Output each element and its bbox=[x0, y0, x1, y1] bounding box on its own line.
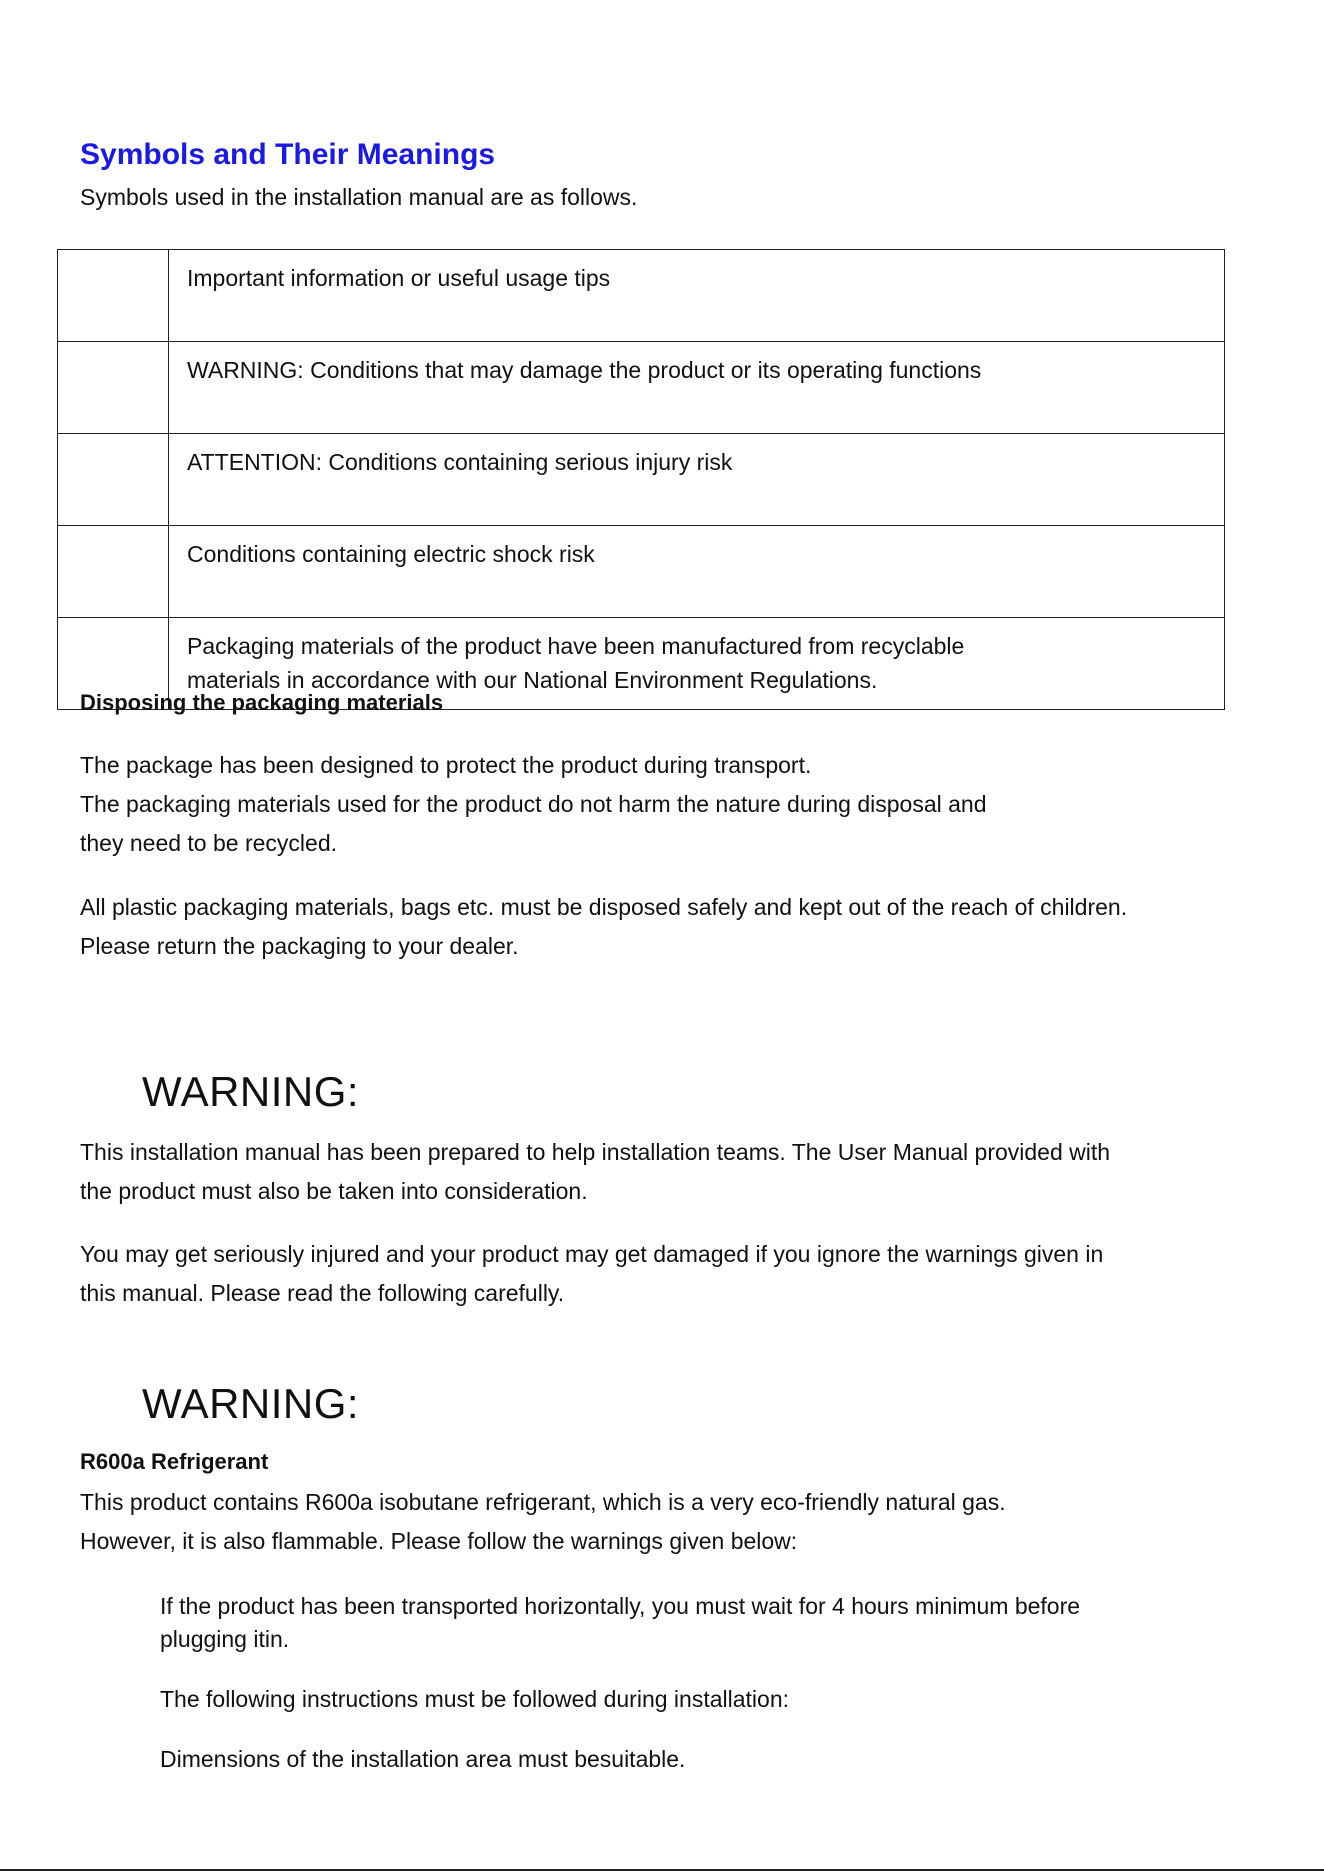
paragraph-line: The packaging materials used for the product do not harm the nature during disposal and bbox=[80, 791, 987, 817]
refrigerant-subheading: R600a Refrigerant bbox=[80, 1449, 269, 1474]
symbol-description: Conditions containing electric shock risk bbox=[169, 526, 1225, 618]
symbols-table bbox=[57, 249, 1225, 710]
warning-heading: WARNING: bbox=[142, 1380, 360, 1427]
paragraph-line: they need to be recycled. bbox=[80, 830, 337, 856]
paragraph-line: this manual. Please read the following carefully. bbox=[80, 1280, 565, 1306]
symbol-cell bbox=[58, 250, 169, 342]
symbol-description: Important information or useful usage tips bbox=[169, 250, 1225, 342]
symbol-description-line: materials in accordance with our National Environment Regulations. bbox=[187, 667, 878, 693]
section-title: Symbols and Their Meanings bbox=[80, 138, 496, 171]
warning-heading: WARNING: bbox=[142, 1068, 360, 1115]
symbol-description: ATTENTION: Conditions containing serious injury risk bbox=[169, 434, 1225, 526]
page-bottom-rule bbox=[0, 1869, 1324, 1871]
list-item: Dimensions of the installation area must besuitable. bbox=[160, 1746, 686, 1772]
list-item: The following instructions must be followed during installation: bbox=[160, 1686, 789, 1712]
intro-text: Symbols used in the installation manual are as follows. bbox=[80, 184, 638, 210]
paragraph-line: This installation manual has been prepared to help installation teams. The User Manual provided with bbox=[80, 1139, 1111, 1165]
paragraph-line: However, it is also flammable. Please follow the warnings given below: bbox=[80, 1528, 798, 1554]
paragraph-line: All plastic packaging materials, bags etc. must be disposed safely and kept out of the reach of children. bbox=[80, 894, 1128, 920]
paragraph-line: Please return the packaging to your dealer. bbox=[80, 933, 519, 959]
list-item: plugging itin. bbox=[160, 1626, 290, 1652]
table-row bbox=[58, 342, 1225, 434]
symbol-cell bbox=[58, 526, 169, 618]
table-row bbox=[58, 434, 1225, 526]
symbol-cell bbox=[58, 434, 169, 526]
symbol-cell bbox=[58, 342, 169, 434]
disposing-heading: Disposing the packaging materials bbox=[80, 690, 444, 715]
table-row bbox=[58, 250, 1225, 342]
list-item: If the product has been transported horizontally, you must wait for 4 hours minimum before bbox=[160, 1593, 1081, 1619]
paragraph-line: The package has been designed to protect the product during transport. bbox=[80, 752, 812, 778]
symbol-description: WARNING: Conditions that may damage the product or its operating functions bbox=[169, 342, 1225, 434]
symbol-description-line: Packaging materials of the product have been manufactured from recyclable bbox=[187, 633, 965, 659]
paragraph-line: the product must also be taken into consideration. bbox=[80, 1178, 588, 1204]
table-row bbox=[58, 526, 1225, 618]
paragraph-line: You may get seriously injured and your product may get damaged if you ignore the warnings given in bbox=[80, 1241, 1104, 1267]
paragraph-line: This product contains R600a isobutane refrigerant, which is a very eco-friendly natural gas. bbox=[80, 1489, 1006, 1515]
